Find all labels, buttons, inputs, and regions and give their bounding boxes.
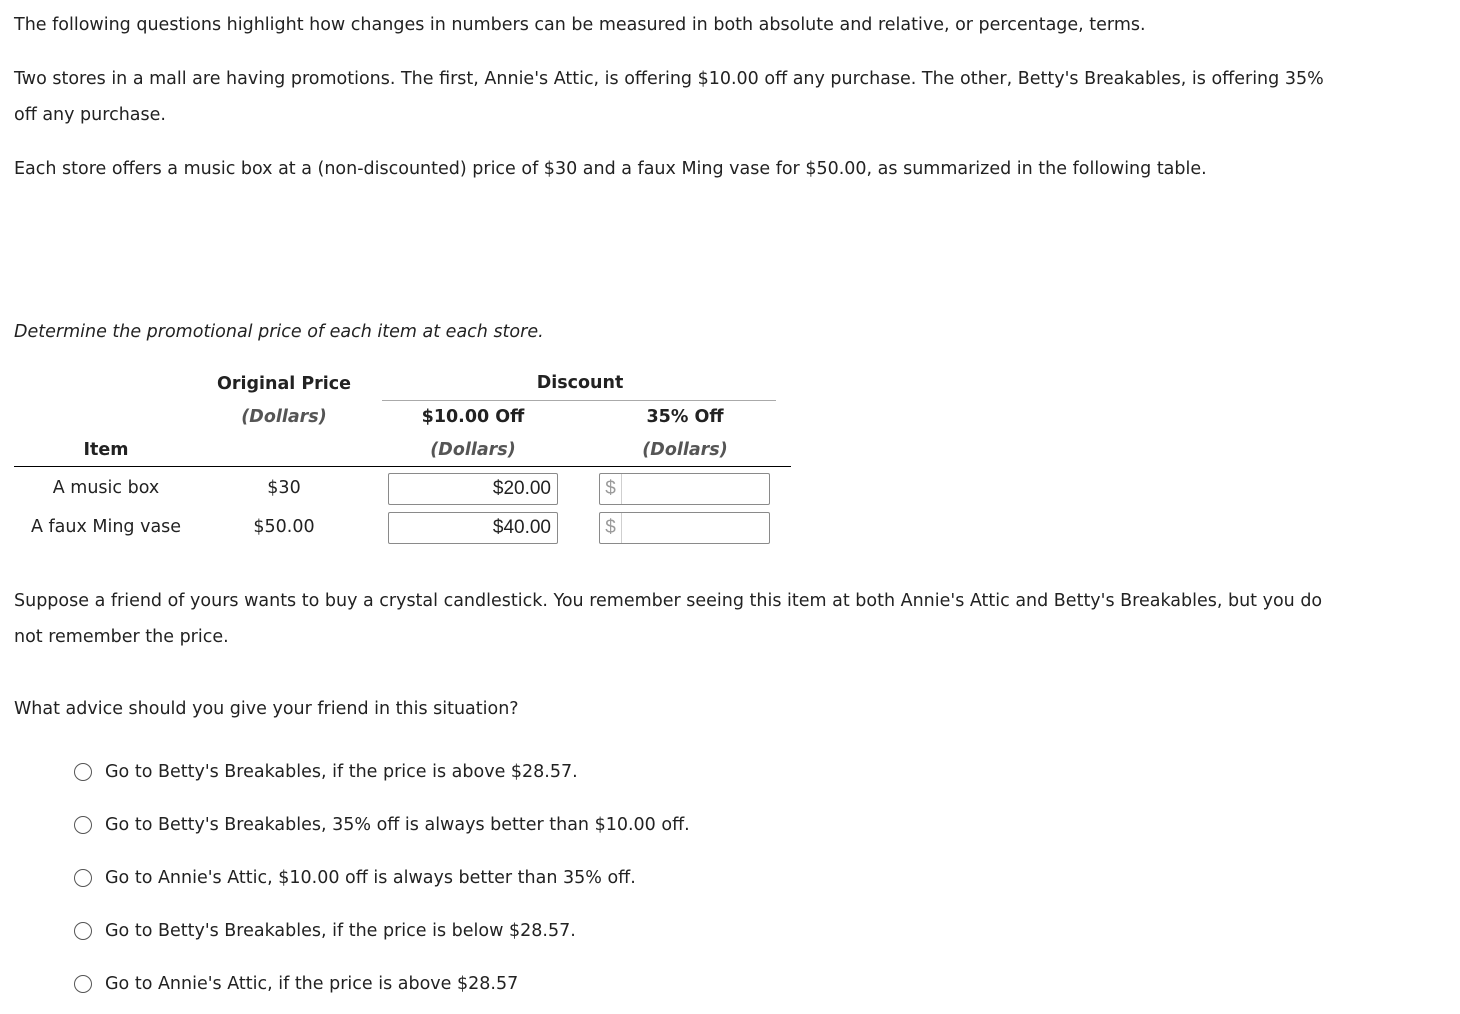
header-ten-off: $10.00 Off xyxy=(421,407,525,427)
intro-paragraph-1 xyxy=(14,7,1146,43)
radio-button[interactable] xyxy=(74,816,92,834)
option-label: Go to Annie's Attic, $10.00 off is always better than 35% off. xyxy=(105,868,636,888)
radio-button[interactable] xyxy=(74,922,92,940)
radio-button[interactable] xyxy=(74,869,92,887)
option-label: Go to Betty's Breakables, if the price is above $28.57. xyxy=(105,762,578,782)
header-original-price: Original Price xyxy=(216,374,352,394)
discount-divider xyxy=(382,400,776,401)
answer-option[interactable] xyxy=(74,918,576,944)
scenario-text-2: not remember the price. xyxy=(14,627,229,647)
pct-off-input-ming-vase[interactable] xyxy=(599,512,770,544)
option-label: Go to Betty's Breakables, 35% off is always better than $10.00 off. xyxy=(105,815,690,835)
header-item: Item xyxy=(83,440,129,460)
answer-option[interactable] xyxy=(74,971,518,997)
row-item-label: A music box xyxy=(52,478,160,498)
header-pct-off: 35% Off xyxy=(646,407,724,427)
ten-off-input-ming-vase[interactable]: $40.00 xyxy=(388,512,558,544)
dollar-sign: $ xyxy=(600,513,622,543)
intro-paragraph-2 xyxy=(14,61,1324,133)
instruction-text: Determine the promotional price of each item at each store. xyxy=(14,322,544,342)
intro-text-2b: off any purchase. xyxy=(14,105,166,125)
option-label: Go to Betty's Breakables, if the price is below $28.57. xyxy=(105,921,576,941)
intro-text-2a: Two stores in a mall are having promotions. The first, Annie's Attic, is offering $10.00 off any purchase. The other, Betty's Breakables, is offering 35% xyxy=(14,69,1324,89)
row-original-price: $30 xyxy=(267,478,301,498)
answer-option[interactable] xyxy=(74,759,578,785)
header-original-unit: (Dollars) xyxy=(241,407,327,427)
scenario-text-1: Suppose a friend of yours wants to buy a crystal candlestick. You remember seeing this item at both Annie's Attic and Betty's Breakables, but you do xyxy=(14,591,1323,611)
intro-text-3: Each store offers a music box at a (non-discounted) price of $30 and a faux Ming vase for $50.00, as summarized in the following table. xyxy=(14,159,1207,179)
pct-off-input-music-box[interactable] xyxy=(599,473,770,505)
header-ten-off-unit: (Dollars) xyxy=(430,440,516,460)
header-discount: Discount xyxy=(536,373,624,393)
row-item-label: A faux Ming vase xyxy=(30,517,182,537)
answer-option[interactable] xyxy=(74,865,636,891)
row-original-price: $50.00 xyxy=(253,517,315,537)
radio-button[interactable] xyxy=(74,975,92,993)
header-rule xyxy=(14,466,791,467)
answer-option[interactable] xyxy=(74,812,690,838)
radio-button[interactable] xyxy=(74,763,92,781)
header-pct-off-unit: (Dollars) xyxy=(642,440,728,460)
question-text: What advice should you give your friend in this situation? xyxy=(14,699,519,719)
option-label: Go to Annie's Attic, if the price is above $28.57 xyxy=(105,974,519,994)
intro-paragraph-3 xyxy=(14,151,1207,187)
ten-off-input-music-box[interactable]: $20.00 xyxy=(388,473,558,505)
dollar-sign: $ xyxy=(600,474,622,504)
intro-text-1: The following questions highlight how changes in numbers can be measured in both absolute and relative, or percentage, terms. xyxy=(14,15,1146,35)
scenario-paragraph xyxy=(14,583,1322,655)
